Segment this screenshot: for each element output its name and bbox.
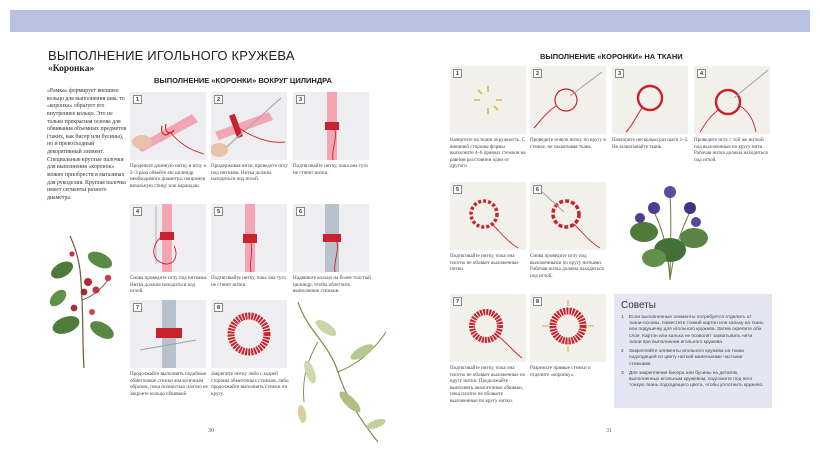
- tip-number: 2: [621, 349, 624, 355]
- page-title: ВЫПОЛНЕНИЕ ИГОЛЬНОГО КРУЖЕВА: [48, 48, 295, 63]
- page-subtitle: «Коронка»: [48, 64, 95, 74]
- tip-item: [621, 349, 765, 368]
- right-page: [410, 32, 810, 444]
- step-caption: Проведите новую нитку по кругу в стежке, не захватывая ткань.: [530, 137, 606, 150]
- vine-illustration: [288, 302, 392, 444]
- step-number: 7: [453, 297, 462, 306]
- step-number: 1: [133, 95, 142, 104]
- step-caption: Проденьте длинную нитку в иглу и 2–3 раза обвейте ею цилиндр необходимого диаметра, например вязальную спицу или карандаш.: [130, 163, 207, 189]
- step-number: 8: [214, 303, 223, 312]
- step-number: 4: [697, 69, 706, 78]
- step-number: 8: [533, 297, 542, 306]
- step-number: 2: [533, 69, 542, 78]
- tip-text: Закрепляйте элементы игольного кружева на ткани подходящей по цвету ниткой маленькими частыми стежками.: [629, 349, 744, 367]
- step-number: 6: [533, 185, 542, 194]
- step-number: 5: [214, 207, 223, 216]
- step-caption: Подтягивайте нитку, пока она туго не стянет нитки.: [211, 275, 286, 288]
- step-caption: Разрежьте прямые стежки и отделите «коронку».: [530, 365, 591, 378]
- step-caption: Надвиньте кольцо на более толстый цилиндр, чтобы облегчить выполнение стежков.: [293, 275, 371, 295]
- tips-box: [614, 294, 772, 408]
- step-caption: Подтягивайте нитку, пока она плотно не обовьет выложенные по кругу нитки. Продолжайте выполнять аналогичные обвивки, пока плотно не обовьете выложенные по кругу нитки.: [450, 365, 526, 404]
- left-page: [10, 32, 410, 444]
- tip-number: 1: [621, 315, 624, 320]
- step-caption: Повторите несколько раз шаги 1–2. Не захватывайте ткань.: [612, 137, 689, 150]
- step-number: 1: [453, 69, 462, 78]
- step-caption: Подтягивайте нитку, пока она плотно не обовьет выложенные нитки.: [450, 253, 519, 273]
- tips-title: Советы: [621, 300, 656, 311]
- step-caption: Снова проведите иглу под выложенными по кругу нитками. Рабочая нитка должна находиться под иглой.: [530, 253, 604, 279]
- tip-text: Если выполненные элементы потребуется отделить от ткани-основы, поместите тонкий картон или кальку на ткань или подушечку для игольного кружева. Затем скрепите оба слоя. Картон или калька не позволят захватывать нити ткани при выполнении игольного кружева.: [629, 315, 764, 345]
- step-caption: Подтягивайте нитку, пока она туго не стянет нитки.: [293, 163, 368, 176]
- section-title-fabric: ВЫПОЛНЕНИЕ «КОРОНКИ» НА ТКАНИ: [540, 52, 683, 61]
- section-title-cylinder: ВЫПОЛНЕНИЕ «КОРОНКИ» ВОКРУГ ЦИЛИНДРА: [154, 76, 332, 85]
- step-number: 5: [453, 185, 462, 194]
- step-number: 7: [133, 303, 142, 312]
- step-caption: Проведите иглу с той же ниткой под выложенные по кругу нити. Рабочая нитка должна находиться под иглой.: [694, 137, 768, 163]
- step-caption: Закрепите нитку либо с задней стороны обметочных стежков, либо продолжайте выполнять стежки по кругу.: [211, 371, 289, 397]
- step-number: 3: [615, 69, 624, 78]
- step-number: 6: [296, 207, 305, 216]
- raspberry-illustration: [44, 230, 122, 370]
- page-number: 31: [606, 428, 612, 434]
- tip-item: [621, 371, 765, 390]
- top-color-band: [10, 10, 810, 32]
- step-caption: Снова проведите иглу под нитками. Нитка должна находиться под иглой.: [130, 275, 208, 295]
- step-number: 4: [133, 207, 142, 216]
- step-number: 2: [214, 95, 223, 104]
- tip-number: 3: [621, 370, 624, 376]
- step-caption: Придерживая нити, проведите иглу под нитками. Нитка должна находиться под иглой.: [211, 163, 288, 183]
- step-number: 3: [296, 95, 305, 104]
- tip-text: Для закрепления бисера или бусины на деталях, выполненных игольным кружевом, подложите под него тонкую ткань подходящего цвета, чтобы уплотнить кружево.: [629, 370, 764, 389]
- intro-text: «Рамка» формирует внешнее кольцо для выполнения шва, то «коронка» образует его внутреннее кольцо. Это не только прекрасная основа для обвивания объемных предметов (таких, как бисер или бусины), но и превосходный декоративный элемент. Специальные круглые палочки для выполнения «коронок» можно приобрести в магазинах для рукоделия. Круглая палочка имеет сегменты разного диаметра.: [47, 88, 127, 201]
- tip-item: [621, 315, 765, 346]
- violet-illustration: [624, 172, 716, 282]
- step-caption: Начертите на ткани окружность. С внешней стороны формы выполните 4–6 прямых стежков на равном расстоянии один от другого.: [450, 137, 526, 170]
- page-number: 30: [208, 428, 214, 434]
- step-caption: Продолжайте выполнять подобные обметочные стежки аналогичным образом, пока полностью плотно не закроете кольцо обвивкой.: [130, 371, 208, 397]
